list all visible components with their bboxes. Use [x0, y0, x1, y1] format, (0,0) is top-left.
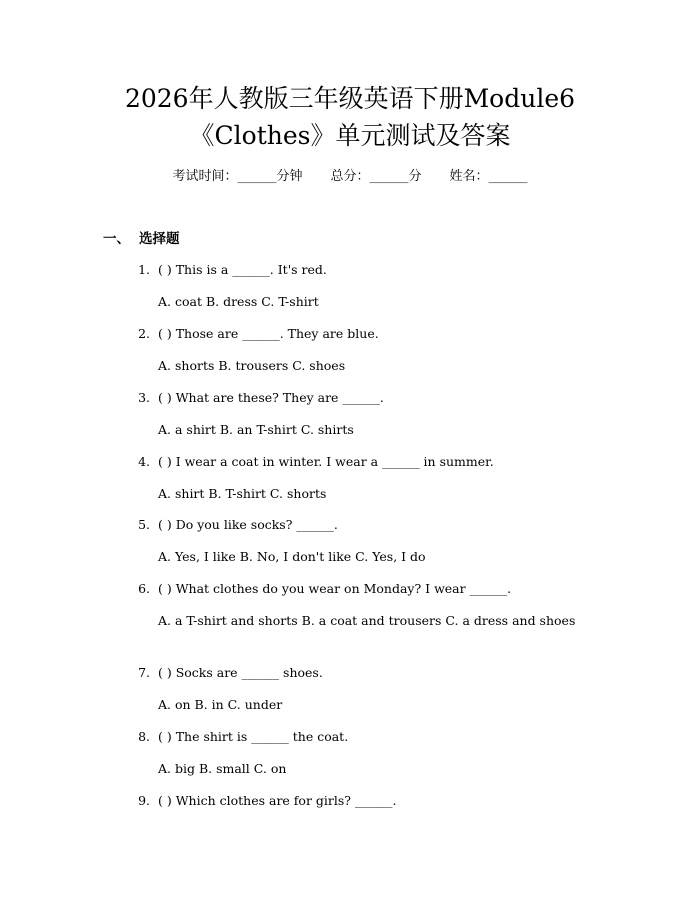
- question-text: ( ) What are these? They are ______.: [158, 390, 384, 405]
- question-3: [138, 389, 384, 407]
- document-title-line-1: 2026年人教版三年级英语下册Module6: [124, 84, 576, 113]
- question-6: [138, 580, 512, 598]
- question-number: 8.: [138, 729, 150, 744]
- question-5-options: A. Yes, I like B. No, I don't like C. Yes, I do: [158, 549, 426, 564]
- question-4: [138, 453, 494, 471]
- question-number: 1.: [138, 262, 150, 277]
- exam-time-field: 考试时间：______分钟: [172, 169, 303, 184]
- question-8-options: A. big B. small C. on: [158, 761, 287, 776]
- question-1: [138, 261, 327, 279]
- student-name-field: 姓名：______: [449, 169, 528, 184]
- question-text: ( ) What clothes do you wear on Monday? I wear ______.: [158, 581, 512, 596]
- question-number: 4.: [138, 454, 150, 469]
- question-4-options: A. shirt B. T-shirt C. shorts: [158, 486, 327, 501]
- total-score-field: 总分：______分: [330, 169, 422, 184]
- question-text: ( ) The shirt is ______ the coat.: [158, 729, 349, 744]
- question-text: ( ) Those are ______. They are blue.: [158, 326, 379, 341]
- question-8: [138, 728, 349, 746]
- question-text: ( ) Do you like socks? ______.: [158, 517, 338, 532]
- question-7-options: A. on B. in C. under: [158, 697, 283, 712]
- question-number: 5.: [138, 517, 150, 532]
- question-number: 7.: [138, 665, 150, 680]
- question-text: ( ) Socks are ______ shoes.: [158, 665, 323, 680]
- question-2-options: A. shorts B. trousers C. shoes: [158, 358, 346, 373]
- question-number: 2.: [138, 326, 150, 341]
- question-2: [138, 325, 379, 343]
- question-7: [138, 664, 323, 682]
- question-number: 3.: [138, 390, 150, 405]
- question-text: ( ) I wear a coat in winter. I wear a ______ in summer.: [158, 454, 494, 469]
- question-5: [138, 516, 338, 534]
- section-number: 一、: [103, 231, 130, 247]
- question-number: 6.: [138, 581, 150, 596]
- exam-info: [0, 168, 700, 186]
- question-text: ( ) This is a ______. It's red.: [158, 262, 327, 277]
- section-title: 选择题: [139, 231, 180, 247]
- question-text: ( ) Which clothes are for girls? ______.: [158, 793, 397, 808]
- question-3-options: A. a shirt B. an T-shirt C. shirts: [158, 422, 354, 437]
- question-number: 9.: [138, 793, 150, 808]
- question-9: [138, 792, 397, 810]
- question-6-options: A. a T-shirt and shorts B. a coat and trousers C. a dress and shoes: [158, 613, 576, 628]
- question-1-options: A. coat B. dress C. T-shirt: [158, 294, 319, 309]
- document-title-line-2: 《Clothes》单元测试及答案: [189, 121, 511, 150]
- section-heading: [103, 230, 180, 248]
